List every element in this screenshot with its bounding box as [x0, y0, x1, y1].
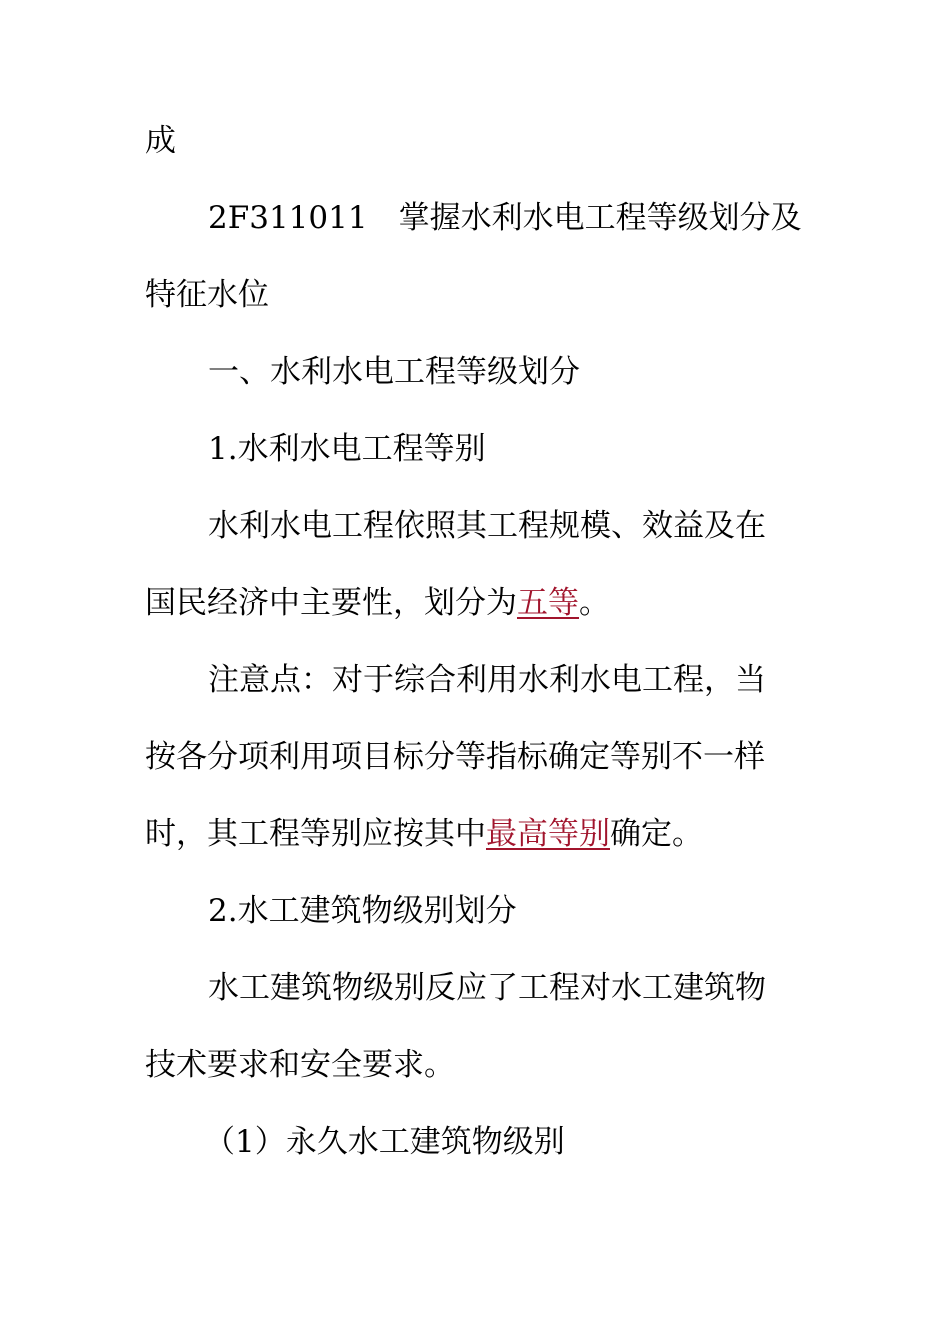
- item-heading: 2.水工建筑物级别划分: [208, 893, 517, 929]
- note-line: 注意点：对于综合利用水利水电工程，当: [208, 662, 766, 698]
- paragraph-line: 技术要求和安全要求。: [145, 1047, 455, 1083]
- item-heading: 1.水利水电工程等别: [208, 431, 486, 467]
- text-run: 。: [579, 585, 610, 621]
- text-run: 时，其工程等别应按其中: [145, 816, 486, 852]
- highlight-term: 最高等别: [486, 816, 610, 852]
- note-line: 按各分项利用项目标分等指标确定等别不一样: [145, 739, 765, 775]
- paragraph-line: [145, 583, 610, 623]
- highlight-term: 五等: [517, 585, 579, 621]
- section-heading-cont: 特征水位: [145, 277, 269, 313]
- text-run: 确定。: [610, 816, 703, 852]
- text-line: 成: [145, 123, 176, 159]
- note-line: [145, 814, 703, 854]
- text-run: 国民经济中主要性，划分为: [145, 585, 517, 621]
- section-heading: 2F311011 掌握水利水电工程等级划分及: [208, 200, 802, 236]
- sub-item-heading: （1）永久水工建筑物级别: [204, 1124, 565, 1160]
- subsection-heading: 一、水利水电工程等级划分: [208, 354, 580, 390]
- paragraph-line: 水工建筑物级别反应了工程对水工建筑物: [208, 970, 766, 1006]
- paragraph-line: 水利水电工程依照其工程规模、效益及在: [208, 508, 766, 544]
